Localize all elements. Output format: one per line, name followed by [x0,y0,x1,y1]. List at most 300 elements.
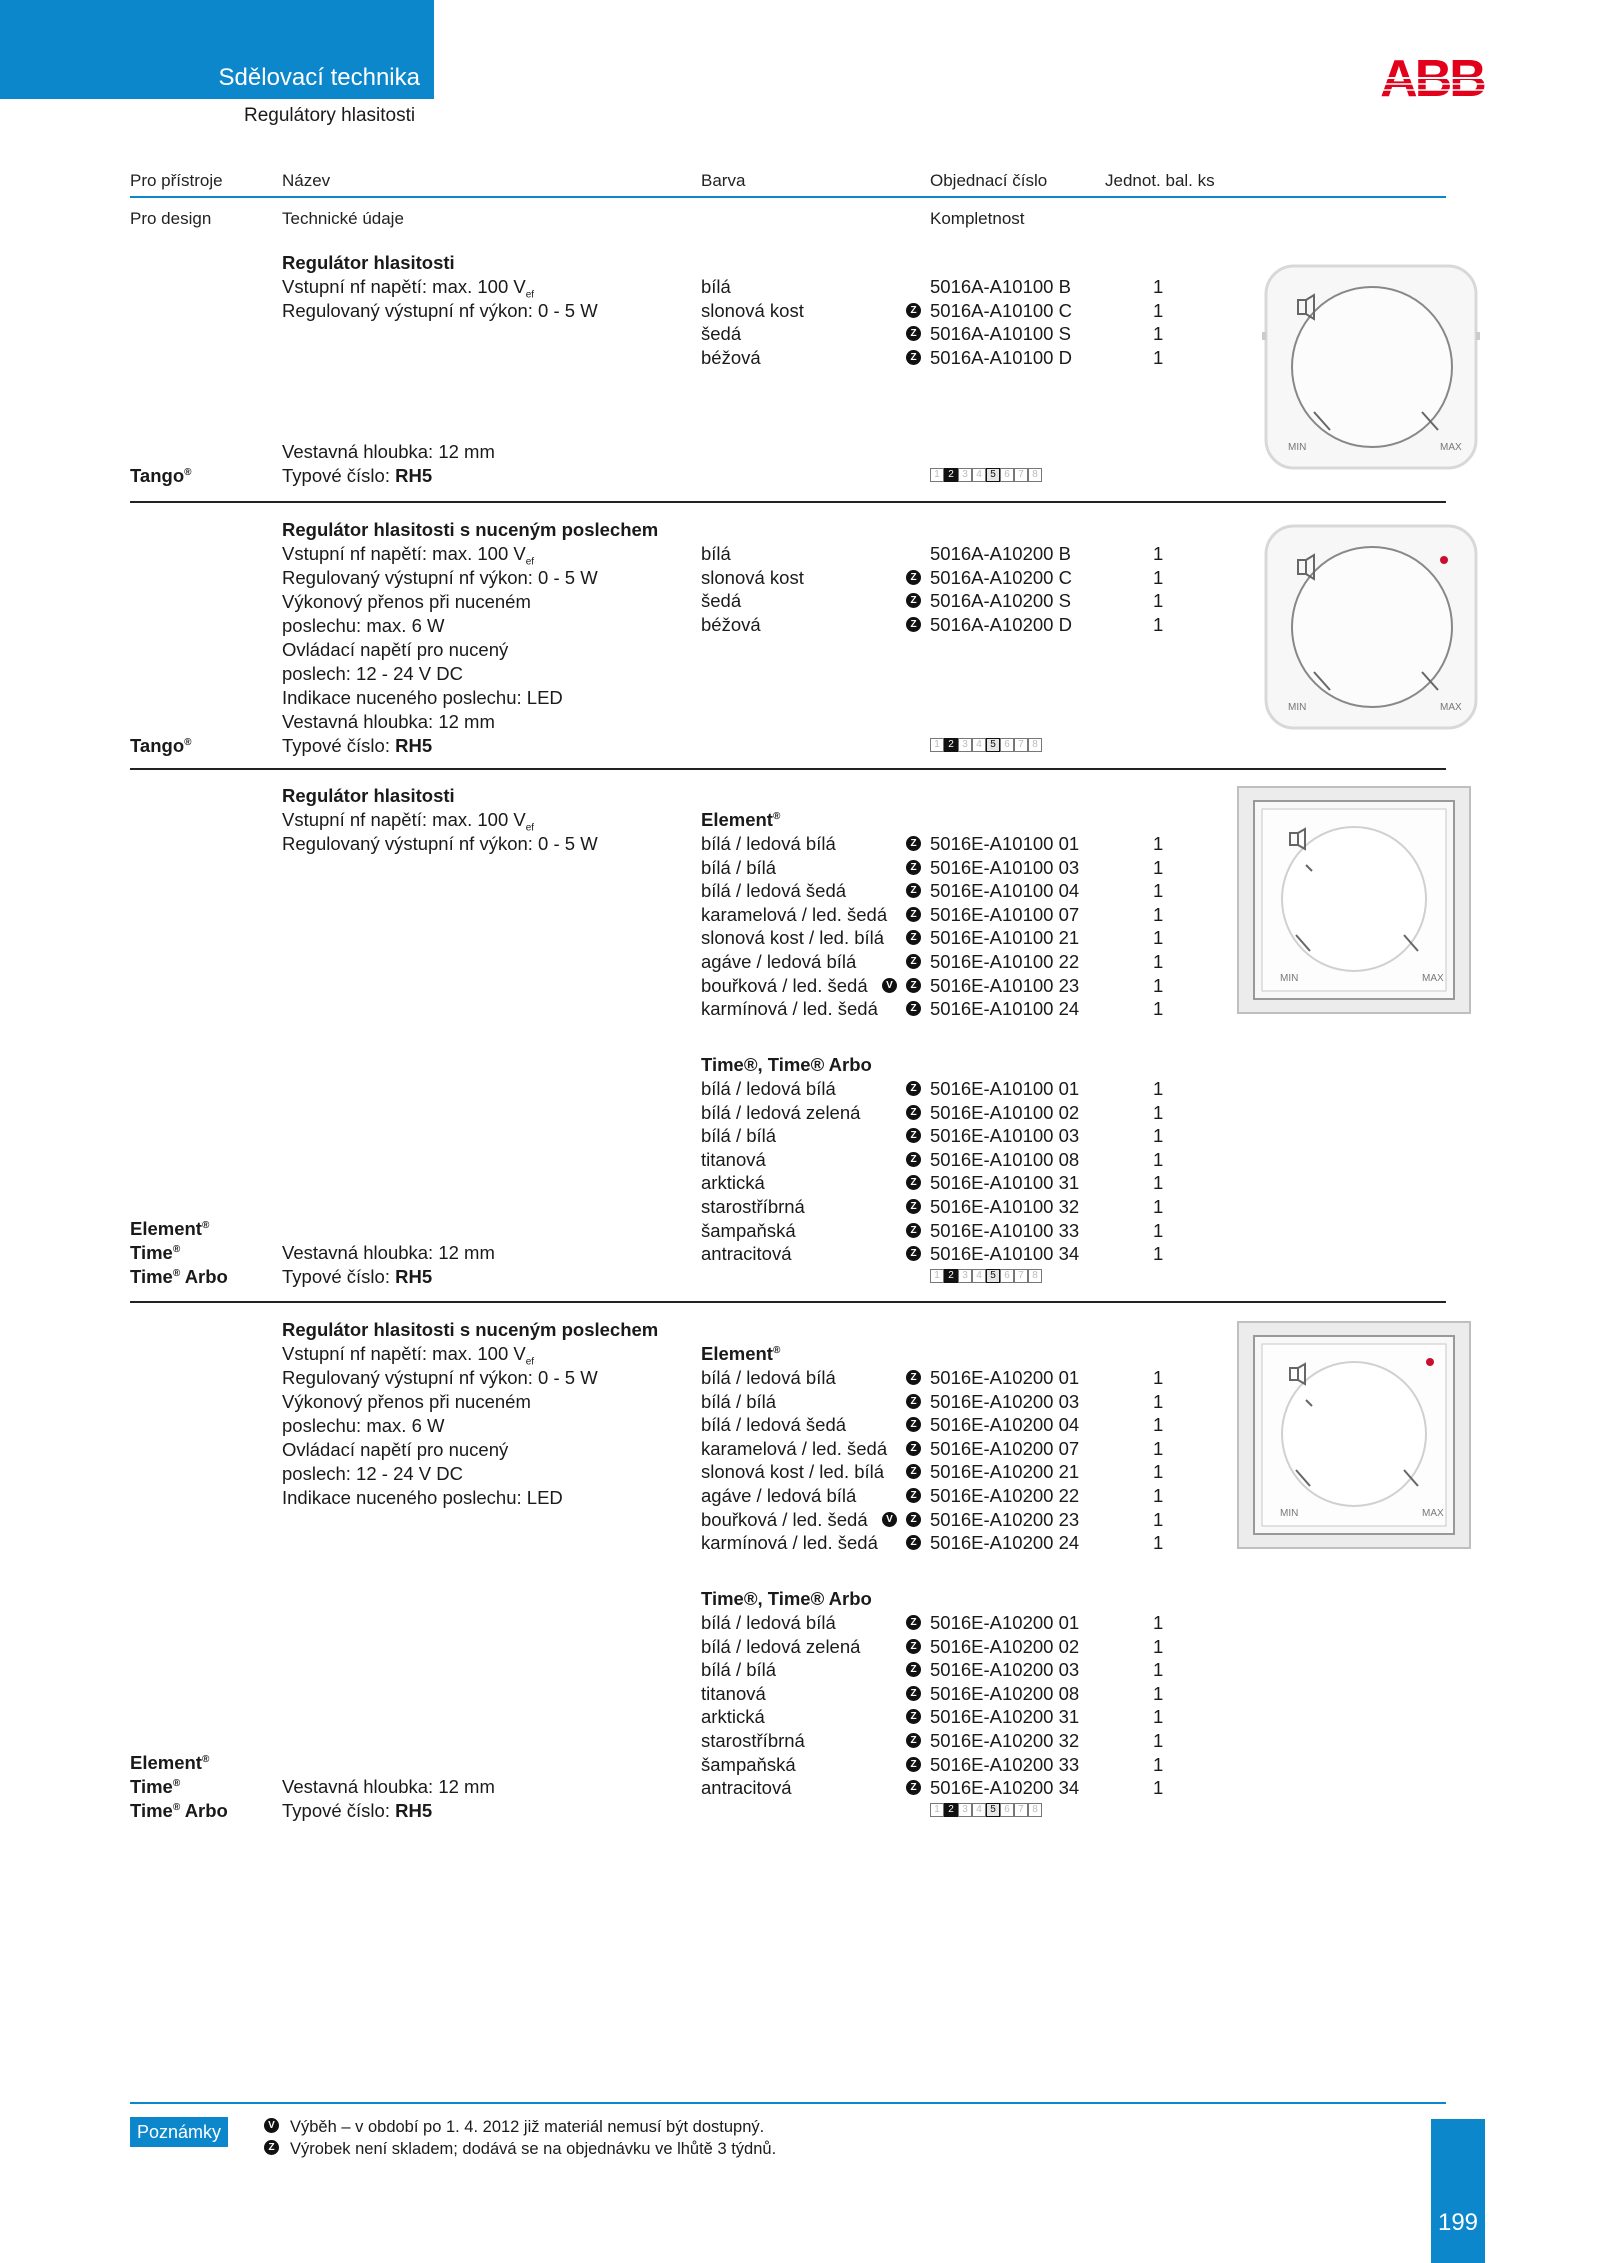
z-mark-icon: Z [906,954,921,969]
table-row [0,1101,1200,1125]
color-cell: šedá [701,590,742,612]
z-mark-icon: Z [906,617,921,632]
scale-cell: 8 [1028,1803,1042,1817]
svg-text:MIN: MIN [1288,442,1307,453]
z-mark-icon: Z [906,1152,921,1167]
scale-cell: 6 [1000,1269,1014,1283]
table-row [0,1148,1200,1172]
table-row [0,1366,1200,1390]
order-code-cell: 5016E-A10100 22 [930,951,1080,972]
pack-qty-cell: 1 [1153,1101,1164,1123]
order-code-cell: 5016E-A10100 33 [930,1219,1080,1241]
pack-qty-cell: 1 [1153,1777,1164,1799]
table-row [0,1195,1200,1219]
design-label: Element® [130,1218,210,1239]
order-code-cell: 5016E-A10100 21 [930,927,1080,949]
design-label: Time® Arbo [130,1800,228,1821]
z-mark-icon: Z [906,1175,921,1190]
order-code-cell: 5016E-A10100 01 [930,833,1080,854]
order-code-cell: 5016E-A10100 32 [930,1196,1080,1217]
color-cell: starostříbrná [701,1196,805,1217]
pack-qty-cell: 1 [1153,1437,1164,1459]
spec-line: Vstupní nf napětí: max. 100 $V_{ef}$ [282,1343,535,1368]
z-mark-icon: Z [906,326,921,341]
table-row [0,1460,1200,1484]
scale-cell: 1 [930,1803,944,1817]
table-row [0,346,1200,370]
pack-qty-cell: 1 [1153,1219,1164,1241]
order-code-cell: 5016E-A10100 01 [930,1078,1080,1099]
pack-qty-cell: 1 [1153,1753,1164,1775]
pack-qty-cell: 1 [1153,1125,1164,1147]
color-cell: bílá / ledová bílá [701,1612,836,1633]
color-cell: arktická [701,1706,765,1728]
table-row [0,950,1200,974]
spec-line: poslech: 12 - 24 V DC [282,1463,463,1484]
table-row [0,1531,1200,1555]
table-row [0,542,1200,566]
color-cell: béžová [701,346,761,368]
color-cell: arktická [701,1172,765,1194]
color-cell: karmínová / led. šedá [701,1532,878,1554]
v-mark-icon: V [882,978,897,993]
color-cell: agáve / ledová bílá [701,951,857,972]
z-mark-icon: Z [906,1081,921,1096]
col-for-device: Pro přístroje [130,171,223,190]
z-mark-icon: Z [906,978,921,993]
table-row [0,613,1200,637]
section-banner [0,0,434,99]
product-image-element-forced [1236,1320,1472,1550]
pack-qty-cell: 1 [1153,1635,1164,1657]
design-label: Time® [130,1776,181,1797]
order-code-cell: 5016E-A10200 21 [930,1461,1080,1483]
z-mark-icon: Z [906,1370,921,1385]
scale-cell: 3 [958,1269,972,1283]
pack-qty-cell: 1 [1153,299,1164,321]
z-mark-icon: Z [906,593,921,608]
notes-rule [130,2102,1446,2104]
z-mark-icon: Z [906,1615,921,1630]
table-row [0,322,1200,346]
spec-line: poslech: 12 - 24 V DC [282,663,463,684]
col-tech: Technické údaje [282,209,404,228]
block-divider [130,768,1446,770]
group-label: Time®, Time® Arbo [701,1588,872,1609]
block-divider [130,1301,1446,1303]
pack-qty-cell: 1 [1153,856,1164,878]
pack-qty-cell: 1 [1153,1508,1164,1530]
z-mark-icon: Z [906,1733,921,1748]
table-row [0,856,1200,880]
z-mark-icon: Z [906,1512,921,1527]
scale-cell: 6 [1000,1803,1014,1817]
z-mark-icon: Z [264,2140,279,2155]
scale-cell: 2 [944,738,958,752]
z-mark-icon: Z [906,860,921,875]
pack-qty-cell: 1 [1153,613,1164,635]
color-cell: bílá / ledová zelená [701,1101,861,1123]
table-row [0,926,1200,950]
scale-cell: 2 [944,1269,958,1283]
color-cell: bílá / ledová bílá [701,833,836,854]
pack-qty-cell: 1 [1153,1148,1164,1170]
pack-qty-cell: 1 [1153,998,1164,1020]
header-rule [130,196,1446,198]
completeness-scale [930,738,1042,752]
color-cell: bílá / ledová bílá [701,1078,836,1099]
order-code-cell: 5016A-A10100 D [930,346,1072,368]
pack-qty-cell: 1 [1153,1367,1164,1388]
design-label: Tango® [130,735,192,756]
order-code-cell: 5016E-A10200 24 [930,1532,1080,1554]
scale-cell: 5 [986,468,1000,482]
order-code-cell: 5016A-A10200 S [930,590,1071,612]
spec-line: Regulovaný výstupní nf výkon: 0 - 5 W [282,300,598,321]
scale-cell: 8 [1028,1269,1042,1283]
pack-qty-cell: 1 [1153,927,1164,949]
spec-line: Indikace nuceného poslechu: LED [282,1487,563,1508]
color-cell: bílá / ledová šedá [701,1414,847,1436]
type-spec: Typové číslo: RH5 [282,1800,433,1821]
scale-cell: 5 [986,738,1000,752]
note-v: Výběh – v období po 1. 4. 2012 již materiál nemusí být dostupný. [290,2118,765,2136]
color-cell: bílá / ledová zelená [701,1635,861,1657]
order-code-cell: 5016E-A10200 32 [930,1730,1080,1751]
color-cell: bílá / ledová bílá [701,1367,836,1388]
spec-line: Vstupní nf napětí: max. 100 $V_{ef}$ [282,809,535,834]
table-row [0,1658,1200,1682]
z-mark-icon: Z [906,1394,921,1409]
svg-text:MAX: MAX [1422,973,1444,984]
table-row [0,832,1200,856]
pack-qty-cell: 1 [1153,1485,1164,1506]
svg-text:ABB: ABB [1380,54,1484,102]
order-code-cell: 5016E-A10200 03 [930,1659,1080,1681]
table-row [0,1171,1200,1195]
scale-cell: 7 [1014,738,1028,752]
table-row [0,1484,1200,1508]
color-cell: bílá / bílá [701,1390,777,1412]
order-code-cell: 5016E-A10100 03 [930,1125,1080,1147]
completeness-scale [930,468,1042,482]
order-code-cell: 5016E-A10200 22 [930,1485,1080,1506]
col-pack: Jednot. bal. ks [1105,171,1215,190]
scale-cell: 7 [1014,468,1028,482]
order-code-cell: 5016E-A10100 04 [930,880,1080,902]
pack-qty-cell: 1 [1153,1682,1164,1704]
order-code-cell: 5016A-A10100 B [930,276,1071,297]
order-code-cell: 5016E-A10100 02 [930,1101,1080,1123]
z-mark-icon: Z [906,1128,921,1143]
type-spec: Typové číslo: RH5 [282,465,433,486]
svg-text:MIN: MIN [1280,1508,1299,1519]
z-mark-icon: Z [906,1246,921,1261]
order-code-cell: 5016E-A10200 07 [930,1437,1080,1459]
order-code-cell: 5016E-A10200 04 [930,1414,1080,1436]
col-order-no: Objednací číslo [930,171,1048,190]
scale-cell: 5 [986,1803,1000,1817]
type-spec: Typové číslo: RH5 [282,735,433,756]
order-code-cell: 5016E-A10100 23 [930,974,1080,996]
z-mark-icon: Z [906,1709,921,1724]
color-cell: titanová [701,1148,766,1170]
z-mark-icon: Z [906,1488,921,1503]
pack-qty-cell: 1 [1153,1730,1164,1751]
col-name: Název [282,171,331,190]
table-row [0,903,1200,927]
z-mark-icon: Z [906,1441,921,1456]
pack-qty-cell: 1 [1153,1196,1164,1217]
col-color: Barva [701,171,746,190]
order-code-cell: 5016E-A10100 34 [930,1243,1080,1265]
spec-line: Regulovaný výstupní nf výkon: 0 - 5 W [282,567,598,588]
scale-cell: 4 [972,1269,986,1283]
order-code-cell: 5016E-A10200 08 [930,1682,1080,1704]
pack-qty-cell: 1 [1153,1706,1164,1728]
color-cell: agáve / ledová bílá [701,1485,857,1506]
abb-logo [1378,54,1486,102]
z-mark-icon: Z [906,930,921,945]
design-label: Time® [130,1242,181,1263]
pack-qty-cell: 1 [1153,346,1164,368]
scale-cell: 3 [958,1803,972,1817]
col-completeness: Kompletnost [930,209,1025,228]
table-row [0,1729,1200,1753]
spec-line: Vstupní nf napětí: max. 100 $V_{ef}$ [282,276,535,301]
color-cell: bílá / bílá [701,1125,777,1147]
group-label: Element® [701,1343,781,1364]
spec-line: Indikace nuceného poslechu: LED [282,687,563,708]
z-mark-icon: Z [906,1780,921,1795]
spec-line: Vstupní nf napětí: max. 100 $V_{ef}$ [282,543,535,568]
table-row [0,1635,1200,1659]
table-row [0,299,1200,323]
color-cell: karamelová / led. šedá [701,903,888,925]
color-cell: slonová kost / led. bílá [701,927,885,949]
scale-cell: 2 [944,468,958,482]
order-code-cell: 5016A-A10100 C [930,299,1072,321]
color-cell: šampaňská [701,1219,796,1241]
table-row [0,1508,1200,1532]
design-label: Tango® [130,465,192,486]
order-code-cell: 5016E-A10200 31 [930,1706,1080,1728]
block-title: Regulátor hlasitosti [282,252,455,273]
spec-line: Regulovaný výstupní nf výkon: 0 - 5 W [282,1367,598,1388]
table-row [0,275,1200,299]
color-cell: šedá [701,323,742,345]
order-code-cell: 5016E-A10200 03 [930,1390,1080,1412]
z-mark-icon: Z [906,836,921,851]
pack-qty-cell: 1 [1153,1659,1164,1681]
z-mark-icon: Z [906,1223,921,1238]
order-code-cell: 5016E-A10200 23 [930,1508,1080,1530]
design-label: Element® [130,1752,210,1773]
color-cell: slonová kost [701,566,804,588]
order-code-cell: 5016E-A10100 24 [930,998,1080,1020]
completeness-scale [930,1803,1042,1817]
depth-spec: Vestavná hloubka: 12 mm [282,1776,495,1797]
scale-cell: 4 [972,738,986,752]
table-row [0,1437,1200,1461]
z-mark-icon: Z [906,1686,921,1701]
pack-qty-cell: 1 [1153,323,1164,345]
z-mark-icon: Z [906,303,921,318]
table-row [0,1413,1200,1437]
color-cell: bílá / bílá [701,856,777,878]
spec-line: Ovládací napětí pro nucený [282,639,509,660]
scale-cell: 3 [958,468,972,482]
order-code-cell: 5016E-A10100 07 [930,903,1080,925]
page-number-box [1431,2119,1485,2263]
z-mark-icon: Z [906,883,921,898]
scale-cell: 8 [1028,738,1042,752]
product-image-element-volume [1236,785,1472,1015]
page-number: 199 [1437,2209,1479,2236]
order-code-cell: 5016E-A10200 01 [930,1367,1080,1388]
scale-cell: 4 [972,468,986,482]
pack-qty-cell: 1 [1153,1243,1164,1265]
pack-qty-cell: 1 [1153,903,1164,925]
order-code-cell: 5016A-A10200 B [930,543,1071,564]
z-mark-icon: Z [906,1535,921,1550]
z-mark-icon: Z [906,907,921,922]
z-mark-icon: Z [906,350,921,365]
z-mark-icon: Z [906,1639,921,1654]
spec-line: poslechu: max. 6 W [282,1415,445,1436]
note-z: Výrobek není skladem; dodává se na objednávku ve lhůtě 3 týdnů. [290,2140,777,2158]
order-code-cell: 5016A-A10200 D [930,613,1072,635]
order-code-cell: 5016E-A10100 31 [930,1172,1080,1194]
scale-cell: 1 [930,468,944,482]
table-row [0,974,1200,998]
color-cell: slonová kost / led. bílá [701,1461,885,1483]
table-row [0,566,1200,590]
svg-text:MIN: MIN [1280,973,1299,984]
order-code-cell: 5016E-A10200 34 [930,1777,1080,1799]
order-code-cell: 5016A-A10200 C [930,566,1072,588]
color-cell: slonová kost [701,299,804,321]
color-cell: bílá / ledová šedá [701,880,847,902]
spec-line: Výkonový přenos při nuceném [282,591,531,612]
group-label: Time®, Time® Arbo [701,1054,872,1075]
pack-qty-cell: 1 [1153,590,1164,612]
pack-qty-cell: 1 [1153,833,1164,854]
z-mark-icon: Z [906,1105,921,1120]
z-mark-icon: Z [906,1662,921,1677]
pack-qty-cell: 1 [1153,1414,1164,1436]
scale-cell: 2 [944,1803,958,1817]
group-label: Element® [701,809,781,830]
color-cell: antracitová [701,1243,792,1265]
order-code-cell: 5016E-A10100 08 [930,1148,1080,1170]
block-title: Regulátor hlasitosti s nuceným poslechem [282,519,659,540]
color-cell: karmínová / led. šedá [701,998,878,1020]
z-mark-icon: Z [906,1464,921,1479]
table-row [0,1124,1200,1148]
scale-cell: 4 [972,1803,986,1817]
table-row [0,1682,1200,1706]
z-mark-icon: Z [906,570,921,585]
scale-cell: 1 [930,738,944,752]
pack-qty-cell: 1 [1153,276,1164,297]
completeness-scale [930,1269,1042,1283]
notes-label: Poznámky [130,2117,228,2147]
depth-spec: Vestavná hloubka: 12 mm [282,441,495,462]
color-cell: bílá [701,543,731,564]
pack-qty-cell: 1 [1153,880,1164,902]
color-cell: bílá [701,276,731,297]
v-mark-icon: V [264,2118,279,2133]
color-cell: bouřková / led. šedá [701,1508,868,1530]
table-row [0,589,1200,613]
order-code-cell: 5016E-A10200 01 [930,1612,1080,1633]
pack-qty-cell: 1 [1153,951,1164,972]
scale-cell: 3 [958,738,972,752]
table-row [0,1077,1200,1101]
table-row [0,1611,1200,1635]
order-code-cell: 5016E-A10200 33 [930,1753,1080,1775]
pack-qty-cell: 1 [1153,974,1164,996]
pack-qty-cell: 1 [1153,566,1164,588]
svg-text:MAX: MAX [1440,702,1462,713]
scale-cell: 8 [1028,468,1042,482]
color-cell: bouřková / led. šedá [701,974,868,996]
depth-spec: Vestavná hloubka: 12 mm [282,1242,495,1263]
order-code-cell: 5016E-A10100 03 [930,856,1080,878]
order-code-cell: 5016A-A10100 S [930,323,1071,345]
color-cell: starostříbrná [701,1730,805,1751]
product-image-tango-volume [1262,262,1480,472]
color-cell: antracitová [701,1777,792,1799]
v-mark-icon: V [882,1512,897,1527]
pack-qty-cell: 1 [1153,1532,1164,1554]
design-label: Time® Arbo [130,1266,228,1287]
product-image-tango-forced [1262,522,1480,732]
color-cell: šampaňská [701,1753,796,1775]
table-row [0,1705,1200,1729]
pack-qty-cell: 1 [1153,1390,1164,1412]
section-title: Sdělovací technika [218,64,420,91]
pack-qty-cell: 1 [1153,1078,1164,1099]
order-code-cell: 5016E-A10200 02 [930,1635,1080,1657]
spec-line: poslechu: max. 6 W [282,615,445,636]
spec-line: Ovládací napětí pro nucený [282,1439,509,1460]
spec-line: Regulovaný výstupní nf výkon: 0 - 5 W [282,833,598,854]
scale-cell: 6 [1000,468,1014,482]
scale-cell: 5 [986,1269,1000,1283]
color-cell: bílá / bílá [701,1659,777,1681]
block-title: Regulátor hlasitosti [282,785,455,806]
svg-text:MAX: MAX [1440,442,1462,453]
scale-cell: 6 [1000,738,1014,752]
pack-qty-cell: 1 [1153,1612,1164,1633]
type-spec: Typové číslo: RH5 [282,1266,433,1287]
block-title: Regulátor hlasitosti s nuceným poslechem [282,1319,659,1340]
pack-qty-cell: 1 [1153,1461,1164,1483]
scale-cell: 1 [930,1269,944,1283]
pack-qty-cell: 1 [1153,543,1164,564]
block-divider [130,501,1446,503]
color-cell: karamelová / led. šedá [701,1437,888,1459]
svg-text:MAX: MAX [1422,1508,1444,1519]
z-mark-icon: Z [906,1757,921,1772]
z-mark-icon: Z [906,1199,921,1214]
spec-line: Výkonový přenos při nuceném [282,1391,531,1412]
z-mark-icon: Z [906,1417,921,1432]
depth-spec: Vestavná hloubka: 12 mm [282,711,495,732]
table-row [0,1390,1200,1414]
